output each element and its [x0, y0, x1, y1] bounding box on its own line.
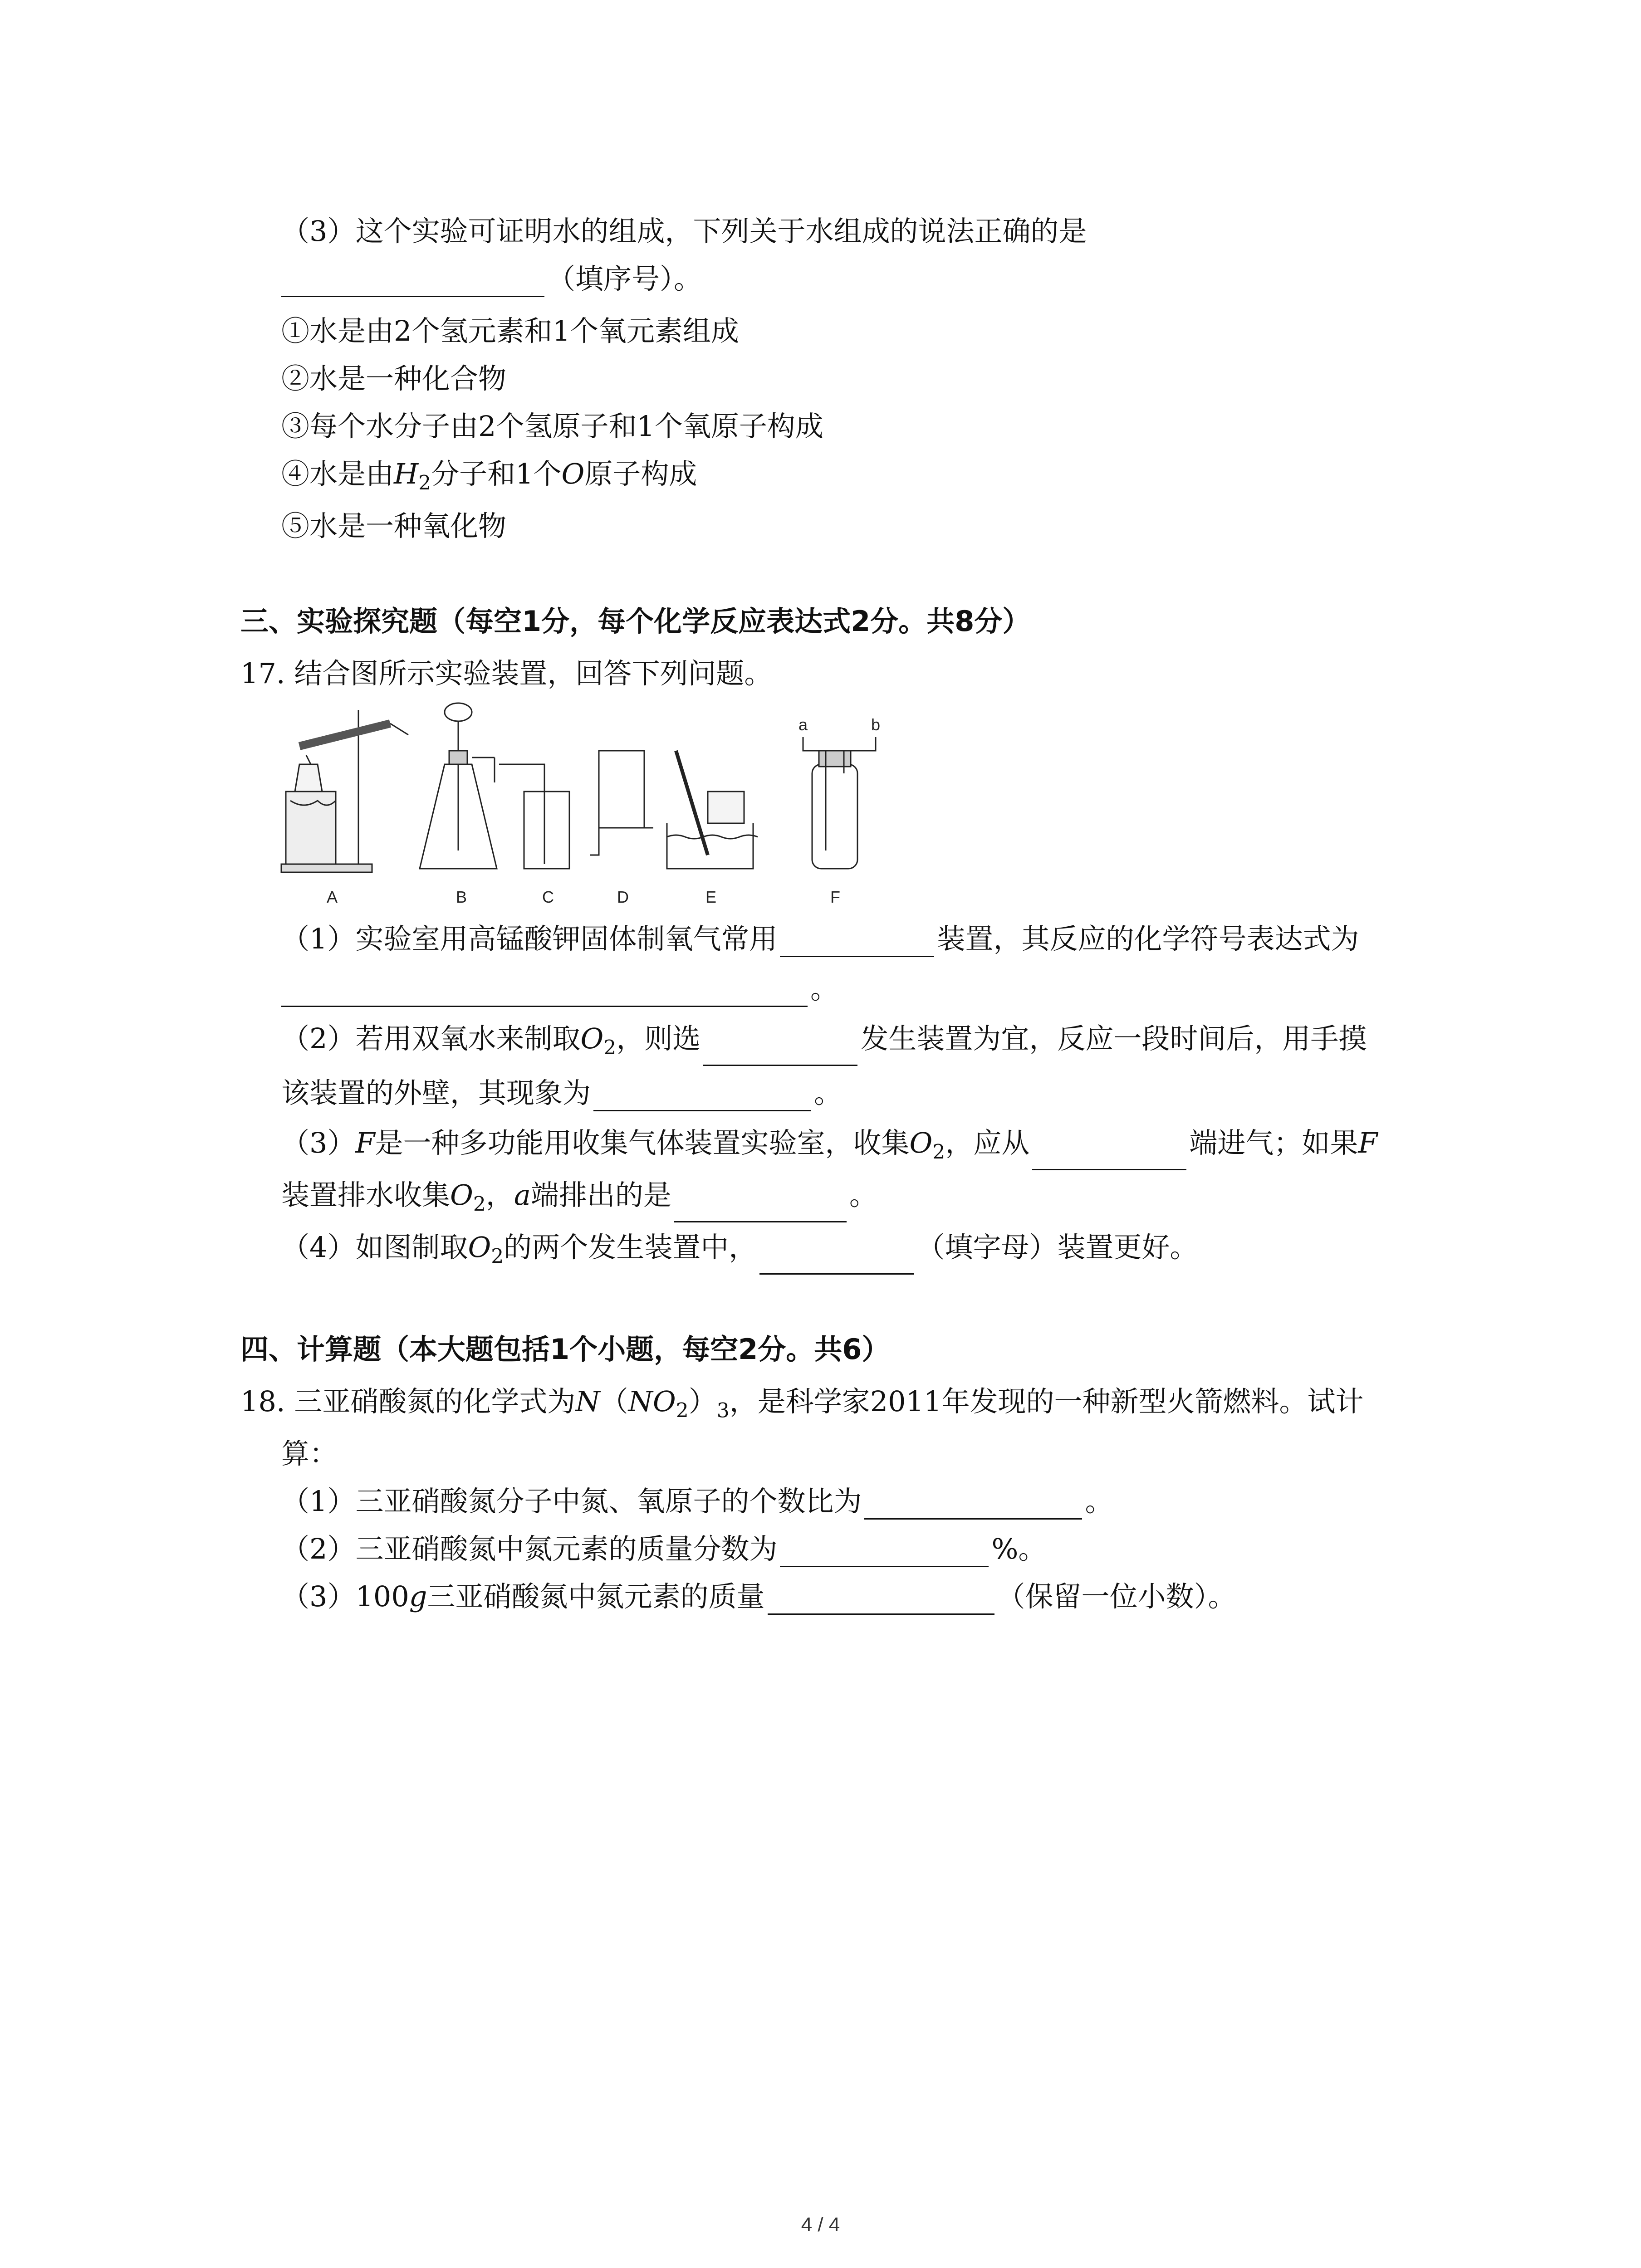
option-3: ③每个水分子由2个氢原子和1个氧原子构成: [281, 410, 823, 443]
apparatus-b: [420, 703, 497, 869]
answer-blank[interactable]: [703, 1037, 857, 1066]
section-4-heading: 四、计算题（本大题包括1个小题，每空2分。共6）: [240, 1333, 890, 1366]
q17-3-line-2: 装置排水收集$O_2$，a端排出的是 。: [281, 1177, 877, 1222]
option-1: ①水是由2个氢元素和1个氧元素组成: [281, 314, 739, 347]
q18-stem-line-2: 算：: [281, 1437, 338, 1470]
page-number: 4 / 4: [801, 2214, 840, 2236]
q18-1-line: （1）三亚硝酸氮分子中氮、氧原子的个数比为 。: [281, 1483, 1113, 1520]
q18-3-line: （3）100g三亚硝酸氮中氮元素的质量 （保留一位小数）。: [281, 1579, 1236, 1615]
answer-blank[interactable]: [768, 1586, 994, 1615]
apparatus-figure: [272, 701, 930, 914]
section-3-heading: 三、实验探究题（每空1分，每个化学反应表达式2分。共8分）: [240, 605, 1031, 638]
apparatus-e: [667, 751, 758, 869]
answer-blank[interactable]: [780, 1539, 989, 1567]
answer-blank[interactable]: [281, 269, 544, 297]
answer-blank[interactable]: [759, 1246, 914, 1275]
q17-1-line-2: 。: [281, 971, 838, 1007]
option-4: ④水是由$H_2$分子和1个O原子构成: [281, 457, 697, 495]
answer-blank[interactable]: [281, 978, 808, 1007]
answer-blank[interactable]: [674, 1194, 847, 1222]
answer-blank[interactable]: [864, 1491, 1082, 1520]
apparatus-d: [590, 751, 653, 855]
answer-blank[interactable]: [593, 1083, 811, 1111]
label-c: C: [542, 888, 554, 906]
answer-blank[interactable]: [1032, 1142, 1186, 1170]
q17-4-line: （4）如图制取$O_2$的两个发生装置中， （填字母）装置更好。: [281, 1229, 1198, 1275]
q17-2-line-2: 该装置的外壁，其现象为 。: [281, 1075, 842, 1111]
label-e: E: [705, 888, 717, 906]
q17-3-line-1: （3）F是一种多功能用收集气体装置实验室，收集$O_2$，应从 端进气；如果F: [281, 1125, 1377, 1170]
q17-1-line-1: （1）实验室用高锰酸钾固体制氧气常用 装置，其反应的化学符号表达式为: [281, 921, 1359, 957]
q18-stem-line-1: 18. 三亚硝酸氮的化学式为$N(NO_2)_3$，是科学家2011年发现的一种新型火箭燃料。试计: [240, 1385, 1364, 1422]
q16-3-answer-line: （填序号）。: [281, 261, 702, 297]
q17-stem: 17. 结合图所示实验装置，回答下列问题。: [240, 657, 773, 690]
q16-3-stem: （3）这个实验可证明水的组成，下列关于水组成的说法正确的是: [281, 215, 1087, 248]
answer-blank[interactable]: [780, 929, 934, 957]
option-5: ⑤水是一种氧化物: [281, 509, 507, 543]
apparatus-f: [798, 715, 880, 869]
apparatus-c: [499, 764, 569, 869]
port-label-a: a: [798, 715, 808, 734]
label-f: F: [830, 888, 840, 906]
q18-2-line: （2）三亚硝酸氮中氮元素的质量分数为 %。: [281, 1531, 1046, 1567]
option-2: ②水是一种化合物: [281, 362, 507, 395]
label-d: D: [617, 888, 629, 906]
label-b: B: [456, 888, 467, 906]
apparatus-a: [281, 710, 408, 872]
q17-2-line-1: （2）若用双氧水来制取$O_2$，则选 发生装置为宜，反应一段时间后，用手摸: [281, 1021, 1367, 1066]
port-label-b: b: [871, 715, 881, 734]
label-a: A: [327, 888, 338, 906]
